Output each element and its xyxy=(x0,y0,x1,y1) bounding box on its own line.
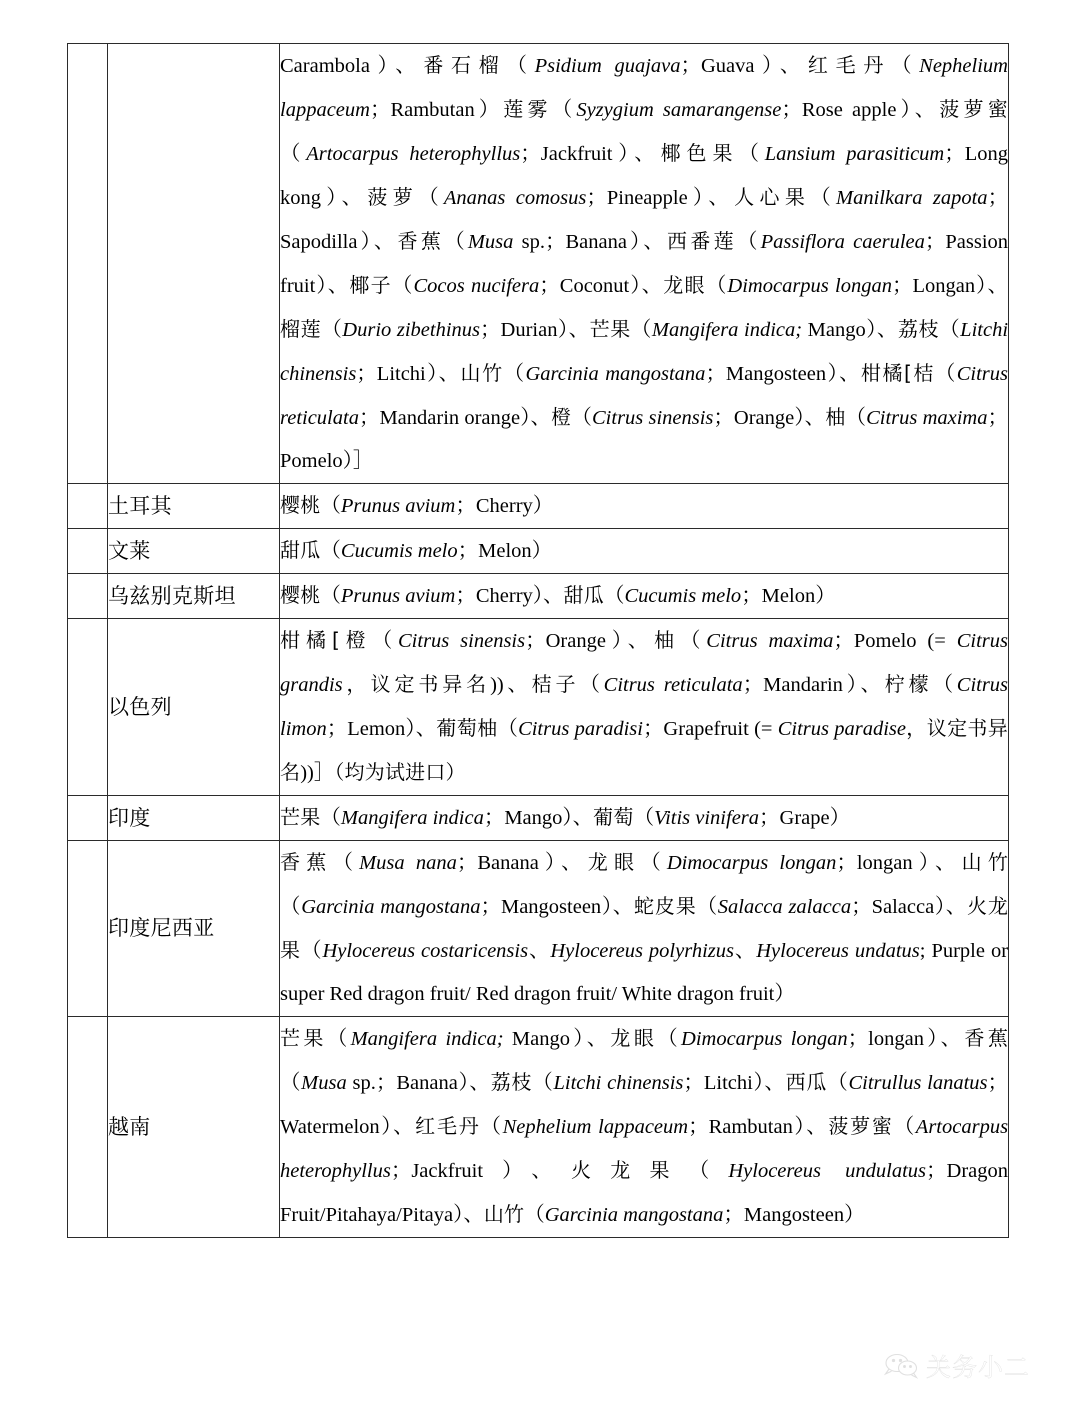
fruit-list-cell: 甜瓜（Cucumis melo；Melon） xyxy=(280,529,1009,574)
table-row xyxy=(68,841,1009,1017)
row-marker-cell xyxy=(68,484,108,529)
row-marker-cell xyxy=(68,796,108,841)
table-row xyxy=(68,796,1009,841)
country-cell: 文莱 xyxy=(108,529,280,574)
table-row xyxy=(68,529,1009,574)
country-cell xyxy=(108,44,280,484)
table-row xyxy=(68,574,1009,619)
country-cell: 印度尼西亚 xyxy=(108,841,280,1017)
row-marker-cell xyxy=(68,529,108,574)
watermark xyxy=(884,1348,1030,1384)
row-marker-cell xyxy=(68,44,108,484)
watermark-text: 关务小二 xyxy=(926,1353,1031,1382)
country-cell: 土耳其 xyxy=(108,484,280,529)
row-marker-cell xyxy=(68,574,108,619)
table-row xyxy=(68,44,1009,484)
fruit-list-cell: 芒果（Mangifera indica; Mango）、龙眼（Dimocarpus longan；longan）、香蕉（Musa sp.；Banana）、荔枝（Litchi chinensis；Litchi）、西瓜（Citrullus lanatus；Watermelon）、红毛丹（Nephelium lappaceum；Rambutan）、菠萝蜜（Artocarpus heterophyllus；Jackfruit）、火龙果（Hylocereus undulatus；Dragon Fruit/Pitahaya/Pitaya）、山竹（Garcinia mangostana；Mangosteen） xyxy=(280,1017,1009,1238)
country-cell: 乌兹别克斯坦 xyxy=(108,574,280,619)
country-cell: 以色列 xyxy=(108,619,280,796)
fruit-list-cell: 柑橘[橙（Citrus sinensis；Orange）、柚（Citrus maxima；Pomelo (= Citrus grandis，议定书异名))、桔子（Citrus reticulata；Mandarin）、柠檬（Citrus limon；Lemon）、葡萄柚（Citrus paradisi；Grapefruit (= Citrus paradise，议定书异名))］（均为试进口） xyxy=(280,619,1009,796)
fruit-list-cell: 芒果（Mangifera indica；Mango）、葡萄（Vitis vinifera；Grape） xyxy=(280,796,1009,841)
fruit-list-cell: Carambola）、番石榴（Psidium guajava；Guava）、红毛丹（Nephelium lappaceum；Rambutan）莲雾（Syzygium samarangense；Rose apple）、菠萝蜜（Artocarpus heterophyllus；Jackfruit）、椰色果（Lansium parasiticum；Long kong）、菠萝（Ananas comosus；Pineapple）、人心果（Manilkara zapota；Sapodilla）、香蕉（Musa sp.；Banana）、西番莲（Passiflora caerulea；Passion fruit）、椰子（Cocos nucifera；Coconut）、龙眼（Dimocarpus longan；Longan）、榴莲（Durio zibethinus；Durian）、芒果（Mangifera indica; Mango）、荔枝（Litchi chinensis；Litchi）、山竹（Garcinia mangostana；Mangosteen）、柑橘[桔（Citrus reticulata；Mandarin orange）、橙（Citrus sinensis；Orange）、柚（Citrus maxima；Pomelo）］ xyxy=(280,44,1009,484)
row-marker-cell xyxy=(68,841,108,1017)
wechat-icon xyxy=(884,1353,920,1379)
fruit-list-cell: 樱桃（Prunus avium；Cherry） xyxy=(280,484,1009,529)
fruit-access-table xyxy=(67,43,1009,1238)
table-row xyxy=(68,619,1009,796)
table-row xyxy=(68,484,1009,529)
fruit-list-cell: 樱桃（Prunus avium；Cherry）、甜瓜（Cucumis melo；Melon） xyxy=(280,574,1009,619)
fruit-list-cell: 香蕉（Musa nana；Banana）、龙眼（Dimocarpus longan；longan）、山竹（Garcinia mangostana；Mangosteen）、蛇皮果（Salacca zalacca；Salacca）、火龙果（Hylocereus costaricensis、Hylocereus polyrhizus、Hylocereus undatus; Purple or super Red dragon fruit/ Red dragon fruit/ White dragon fruit） xyxy=(280,841,1009,1017)
table-row xyxy=(68,1017,1009,1238)
country-cell: 印度 xyxy=(108,796,280,841)
country-cell: 越南 xyxy=(108,1017,280,1238)
table-body xyxy=(68,44,1009,1238)
row-marker-cell xyxy=(68,1017,108,1238)
row-marker-cell xyxy=(68,619,108,796)
